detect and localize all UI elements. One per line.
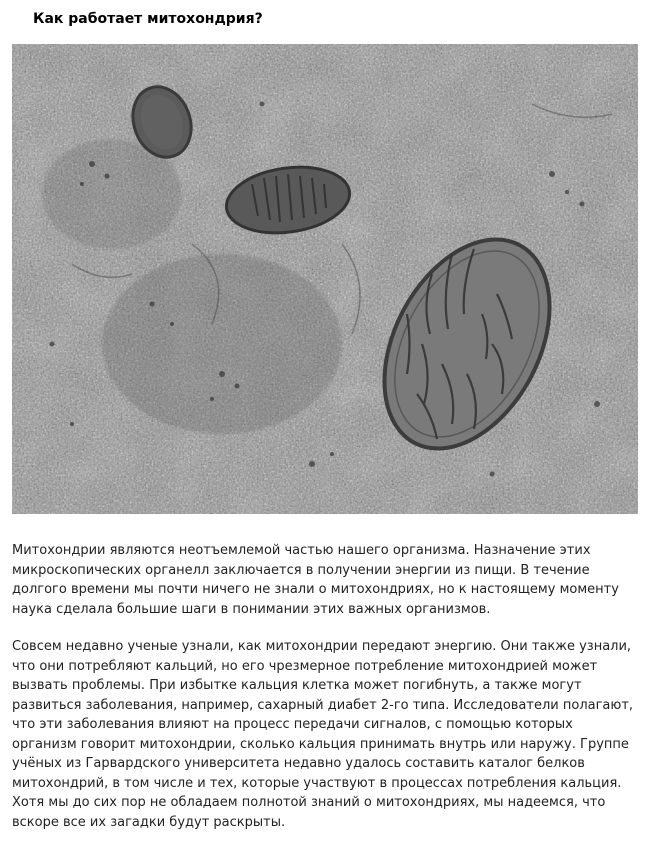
paragraph-research: Совсем недавно ученые узнали, как митохондрии передают энергию. Они также узнали, что они потребляют кальций, но его чрезмерное потребление митохондрией может вызвать проблемы. При избытке кальция клетка может погибнуть, а также могут развиться заболевания, например, сахарный диабет 2-го типа. Исследователи полагают, что эти заболевания влияют на процесс передачи сигналов, с помощью которых организм говорит митохондрии, сколько кальция принимать внутрь или наружу. Группе учёных из Гарвардского университета недавно удалось составить каталог белков митохондрий, в том числе и тех, которые участвуют в процессах потребления кальция. Хотя мы до сих пор не обладаем полнотой знаний о митохондриях, мы надеемся, что вскоре все их загадки будут раскрыты.: [12, 639, 634, 830]
article-title: Как работает митохондрия?: [33, 11, 263, 27]
mitochondria-micrograph: [12, 44, 638, 514]
paragraph-intro: Митохондрии являются неотъемлемой частью нашего организма. Назначение этих микроскопических органелл заключается в получении энергии из пищи. В течение долгого времени мы почти ничего не знали о митохондриях, но к настоящему моменту наука сделала большие шаги в понимании этих важных организмов.: [12, 543, 619, 617]
article-body: [12, 541, 638, 850]
